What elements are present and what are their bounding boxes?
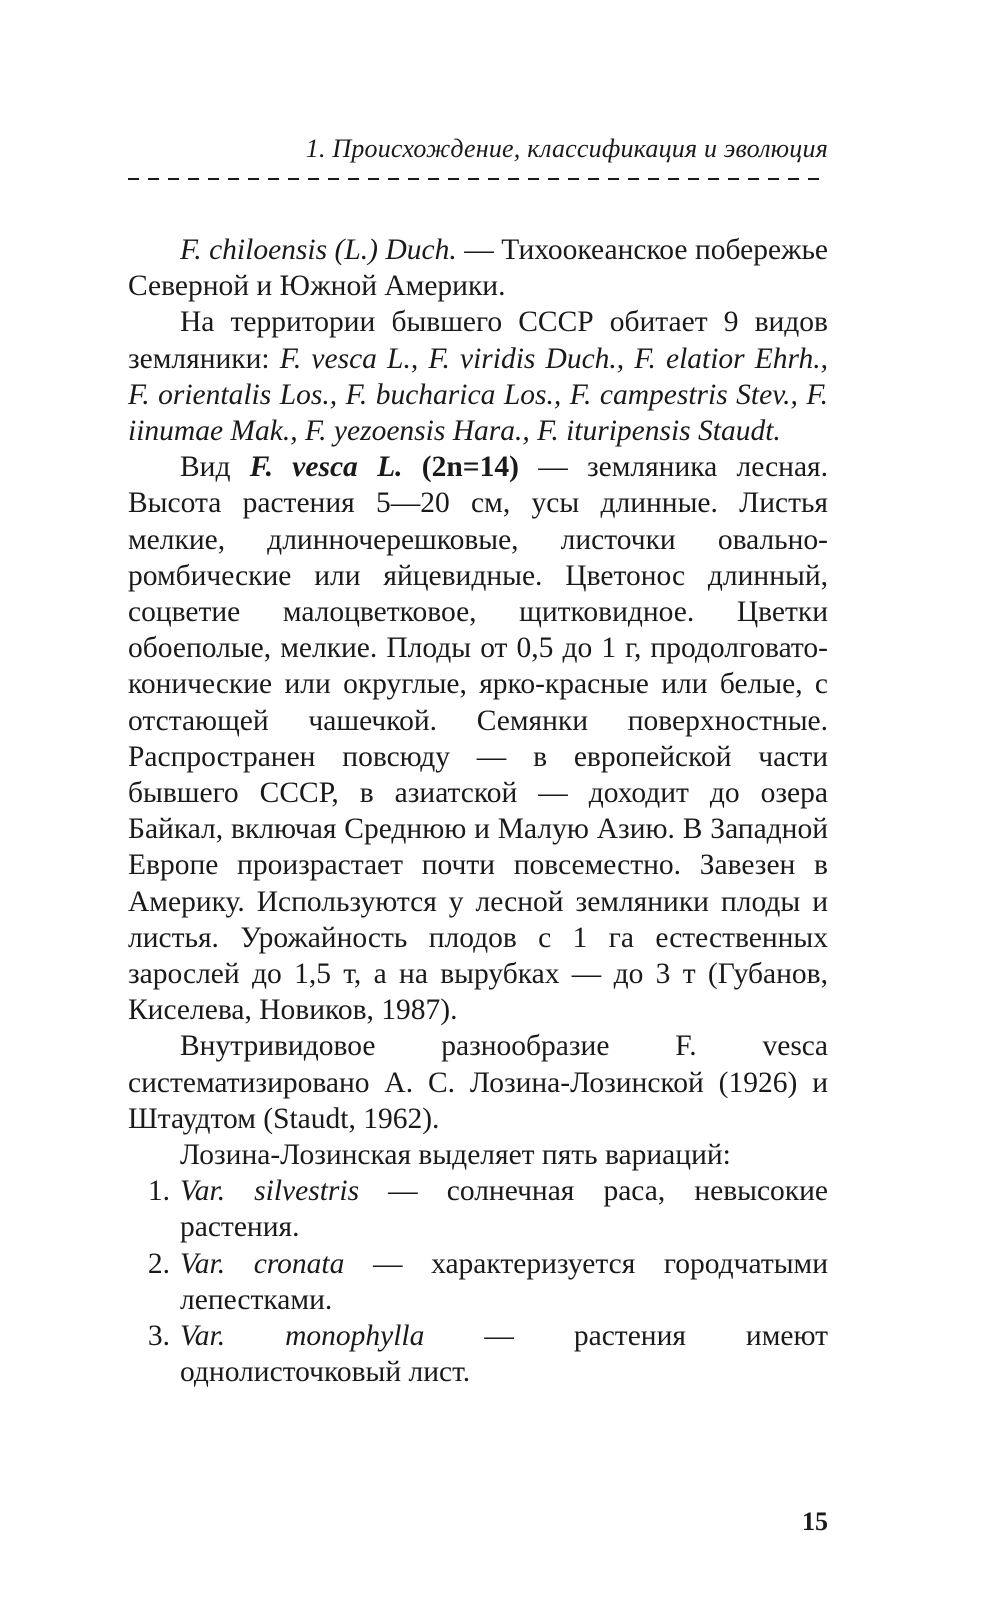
paragraph-text: На территории бывшего СССР обитает 9 видов земляники: (128, 306, 828, 375)
species-name: F. vesca L. (249, 451, 403, 484)
paragraph-text: — земляника лесная. Высота растения 5—20 см, усы длинные. Листья мелкие, длинночерешковые, листочки овально-ромбические или яйцевидные. Цветонос длинный, соцветие малоцветковое, щитковидное. Цветки обоеполые, мелкие. Плоды от 0,5 до 1 г, продолговато-конические или округлые, ярко-красные или белые, с отстающей чашечкой. Семянки поверхностные. Распространен повсюду — в европейской части бывшего СССР, в азиатской — доходит до озера Байкал, включая Среднюю и Малую Азию. В Западной Европе произрастает почти повсеместно. Завезен в Америку. Используются у лесной земляники плоды и листья. Урожайность плодов с 1 га естественных зарослей до 1,5 т, а на вырубках — до 3 т (Губанов, Киселева, Новиков, 1987). (128, 451, 828, 1027)
paragraph-intraspecific (128, 1028, 828, 1137)
header-dashed-rule (128, 178, 828, 180)
paragraph-chiloensis (128, 232, 828, 304)
variation-description: — характеризуется городчатыми лепестками. (180, 1247, 828, 1316)
variation-item (128, 1173, 828, 1245)
paragraph-ussr-species (128, 304, 828, 449)
body-text (128, 232, 828, 1391)
paragraph-vesca-description (128, 449, 828, 1028)
variation-item (128, 1246, 828, 1318)
running-header: 1. Происхождение, классификация и эволюция (305, 134, 828, 163)
paragraph-variations-intro (128, 1137, 828, 1173)
variation-description: — растения имеют однолисточковый лист. (180, 1320, 829, 1389)
variation-number: 3. (147, 1320, 170, 1353)
page-number: 15 (802, 1507, 828, 1536)
variation-name: Var. silvestris (180, 1175, 360, 1208)
chromosome-number: (2n=14) (402, 451, 519, 484)
variation-description: — солнечная раса, невысокие растения. (180, 1175, 829, 1244)
species-list: F. vesca L., F. viridis Duch., F. elatior Ehrh., F. orientalis Los., F. bucharica Los., F. campestris Stev., F. iinumae Mak., F. yezoensis Hara., F. ituripensis Staudt. (128, 342, 828, 448)
variation-name: Var. monophylla (180, 1320, 425, 1353)
variation-number: 2. (147, 1247, 170, 1280)
variation-item (128, 1318, 828, 1390)
variation-number: 1. (147, 1175, 170, 1208)
paragraph-text: Лозина-Лозинская выделяет пять вариаций: (180, 1139, 731, 1172)
variation-name: Var. cronata (180, 1247, 345, 1280)
paragraph-text: — Тихоокеанское побережье Северной и Южной Америки. (128, 234, 828, 303)
paragraph-text: Внутривидовое разнообразие F. vesca систематизировано А. С. Лозина-Лозинской (1926) и Штаудтом (Staudt, 1962). (128, 1030, 828, 1135)
paragraph-lead: Вид (180, 451, 250, 484)
species-name: F. chiloensis (L.) Duch. (180, 234, 457, 266)
